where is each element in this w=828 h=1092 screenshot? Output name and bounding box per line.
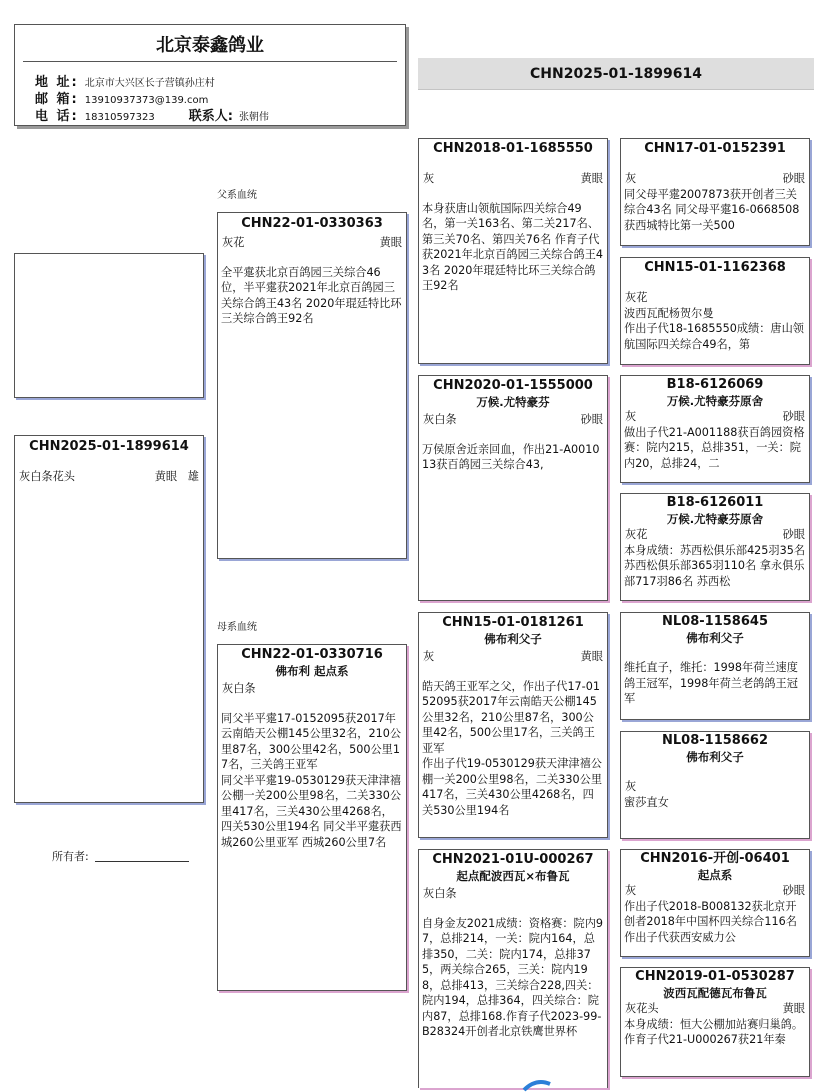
breeder-header — [14, 24, 406, 126]
sdd-strain: 万候.尤特豪芬原舍 — [666, 512, 764, 526]
sire-sire-color: 灰 — [423, 172, 435, 185]
ssd-ring: CHN15-01-1162368 — [644, 260, 786, 275]
dam-ring: CHN22-01-0330716 — [241, 647, 383, 662]
sdd-color: 灰花 — [625, 528, 648, 541]
dam-line-label: 母系血统 — [217, 622, 257, 633]
dam-dam-color: 灰白条 — [423, 887, 457, 900]
contact-value: 张朝伟 — [238, 112, 269, 123]
sdd-traits — [621, 527, 809, 543]
sire-description: 全平疐获北京百鸽园三关综合46位，半平疐获2021年北京百鸽园三关综合鸽王43名 2020年琨廷特比环三关综合鸽王92名 — [221, 265, 402, 325]
sds-color: 灰 — [625, 410, 637, 423]
subject-sex: 雄 — [187, 470, 199, 483]
ssd-traits — [621, 290, 809, 306]
sire-eye: 黄眼 — [379, 236, 402, 249]
sire-dam-strain: 万候.尤特豪芬 — [476, 395, 550, 409]
owner-blank-line — [95, 861, 189, 862]
subject-ring: CHN2025-01-1899614 — [29, 439, 189, 454]
dam-card — [217, 644, 407, 991]
dds-card — [620, 849, 810, 957]
dds-strain: 起点系 — [697, 868, 733, 882]
dds-traits — [621, 883, 809, 899]
dam-color: 灰白条 — [222, 682, 256, 695]
ddd-color: 灰花头 — [625, 1002, 659, 1015]
dam-dam-traits — [419, 886, 607, 902]
dam-dam-strain: 起点配波西瓦×布鲁瓦 — [456, 869, 570, 883]
ddd-eye: 黄眼 — [782, 1002, 805, 1015]
dss-description: 维托直子，维托：1998年荷兰速度鸽王冠军，1998年荷兰老鸽鸽王冠军 — [624, 661, 798, 705]
dam-traits — [218, 681, 406, 697]
ddd-description: 本身成绩：恒大公棚加站赛归巢鸽。 作育子代21-U000267获21年秦 — [624, 1017, 804, 1046]
dsd-description: 蜜莎直女 — [624, 795, 669, 809]
sire-sire-ring: CHN2018-01-1685550 — [433, 141, 593, 156]
sire-sire-card — [418, 138, 608, 364]
ddd-card — [620, 967, 810, 1077]
dam-sire-strain: 佛布利父子 — [484, 632, 542, 646]
sds-traits — [621, 409, 809, 425]
owner-field — [52, 848, 189, 864]
dam-description: 同父半平疐17-0152095获2017年云南皓天公棚145公里32名，210公里87名，300公里42名，500公里17名，三关鸽王亚军 同父半平疐19-0530129获天津津禧公棚一关200公里98名，二关330公里417名，三关430公里4268名，四关530公里194名 同父半平疐获西城260公里亚军 西城260公里7名 — [221, 711, 402, 849]
sire-sire-description: 本身获唐山领航国际四关综合49名，第一关163名、第二关217名、第三关70名、第四关76名 作育子代获2021年北京百鸽园三关综合鸽王43名 2020年琨廷特比环三关综合鸽王92名 — [422, 201, 604, 292]
address-value: 北京市大兴区长子营镇孙庄村 — [84, 78, 215, 89]
dam-dam-card — [418, 849, 608, 1088]
address-label: 地 址: — [35, 75, 79, 90]
subject-eye: 黄眼 — [154, 470, 178, 483]
sss-ring: CHN17-01-0152391 — [644, 141, 786, 156]
sds-description: 做出子代21-A001188获百鸽园资格赛：院内215，总排351，一关：院内20，总排24，二 — [624, 425, 805, 470]
sire-ring: CHN22-01-0330363 — [241, 216, 383, 231]
email-value: 13910937373@139.com — [84, 95, 209, 106]
sire-line-label: 父系血统 — [217, 190, 257, 201]
dam-dam-description: 自身金友2021成绩：资格赛：院内97，总排214，一关：院内164，总排350，二关：院内174，总排375，两关综合265，三关：院内198，总排413，三关综合228,四关：院内194，总排364，四关综合：院内87，总排168.作育子代2023-99-B28324开创者北京铁鹰世界杯 — [422, 916, 604, 1038]
sds-ring: B18-6126069 — [666, 377, 764, 392]
ddd-ring: CHN2019-01-0530287 — [635, 969, 795, 984]
sire-dam-eye: 砂眼 — [580, 413, 603, 426]
ssd-color: 灰花 — [625, 291, 648, 304]
dam-sire-color: 灰 — [423, 650, 435, 663]
dam-dam-ring: CHN2021-01U-000267 — [432, 852, 594, 867]
sire-card — [217, 212, 407, 559]
photo-placeholder — [14, 253, 204, 398]
dsd-card — [620, 731, 810, 839]
dds-ring: CHN2016-开创-06401 — [640, 851, 790, 866]
dsd-traits — [621, 779, 809, 795]
dss-strain: 佛布利父子 — [686, 631, 744, 645]
sdd-card — [620, 493, 810, 601]
ssd-card — [620, 257, 810, 365]
sss-description: 同父母平疐2007873获开创者三关综合43名 同父母平疐16-0668508获西城特比第一关500 — [624, 187, 800, 232]
dds-description: 作出子代2018-B008132获北京开创者2018年中国杯四关综合116名 作出子代获西安威力公 — [624, 899, 801, 944]
sds-eye: 砂眼 — [782, 410, 805, 423]
sdd-description: 本身成绩：苏西松俱乐部425羽35名 苏西松俱乐部365羽110名 拿永俱乐部717羽86名 苏西松 — [624, 543, 809, 588]
dsd-strain: 佛布利父子 — [686, 750, 744, 764]
ddd-traits — [621, 1001, 809, 1017]
dss-card — [620, 612, 810, 720]
header-divider — [23, 61, 397, 62]
sdd-ring: B18-6126011 — [666, 495, 764, 510]
dds-eye: 砂眼 — [782, 884, 805, 897]
owner-label: 所有者: — [52, 850, 89, 863]
dam-sire-card — [418, 612, 608, 838]
sds-strain: 万候.尤特豪芬原舍 — [666, 394, 764, 408]
phone-label: 电 话: — [35, 109, 79, 124]
phone-row — [35, 105, 269, 124]
ssd-description: 波西瓦配杨贺尔曼 作出子代18-1685550成绩：唐山领航国际四关综合49名，第 — [624, 306, 804, 351]
breeder-name: 北京泰鑫鸽业 — [156, 35, 264, 56]
sire-dam-description: 万侯原舍近亲回血，作出21-A001013获百鸽园三关综合43, — [422, 442, 600, 471]
sdd-eye: 砂眼 — [782, 528, 805, 541]
sds-card — [620, 375, 810, 483]
sire-traits — [218, 235, 406, 251]
subject-traits — [15, 469, 203, 485]
sss-eye: 砂眼 — [782, 172, 805, 185]
sire-dam-ring: CHN2020-01-1555000 — [433, 378, 593, 393]
dss-ring: NL08-1158645 — [662, 614, 768, 629]
contact-label: 联系人: — [188, 109, 233, 124]
dam-sire-eye: 黄眼 — [580, 650, 603, 663]
subject-color: 灰白条花头 — [19, 470, 75, 483]
dam-sire-description: 皓天鸽王亚军之父，作出子代17-0152095获2017年云南皓天公棚145公里32名，210公里87名，300公里42名，500公里17名，三关鸽王亚军 作出子代19-0530129获天津津禧公棚一关200公里98名，二关330公里417名，三关430公里4268名，四关530公里194名 — [422, 679, 603, 817]
sire-color: 灰花 — [222, 236, 245, 249]
email-label: 邮 箱: — [35, 92, 79, 107]
sss-color: 灰 — [625, 172, 637, 185]
phone-value: 18310597323 — [84, 112, 155, 123]
sire-dam-card — [418, 375, 608, 601]
sss-traits — [621, 171, 809, 187]
sire-sire-traits — [419, 171, 607, 187]
decorative-mark-icon — [522, 1078, 552, 1092]
dam-strain: 佛布利 起点系 — [275, 664, 349, 678]
sire-dam-color: 灰白条 — [423, 413, 457, 426]
dds-color: 灰 — [625, 884, 637, 897]
ddd-strain: 波西瓦配德瓦布鲁瓦 — [663, 986, 767, 1000]
sire-dam-traits — [419, 412, 607, 428]
dam-sire-ring: CHN15-01-0181261 — [442, 615, 584, 630]
dsd-ring: NL08-1158662 — [662, 733, 768, 748]
dam-sire-traits — [419, 649, 607, 665]
sss-card — [620, 138, 810, 246]
pedigree-id-bar: CHN2025-01-1899614 — [418, 58, 814, 90]
subject-card — [14, 435, 204, 803]
dsd-color: 灰 — [625, 780, 637, 793]
sire-sire-eye: 黄眼 — [580, 172, 603, 185]
